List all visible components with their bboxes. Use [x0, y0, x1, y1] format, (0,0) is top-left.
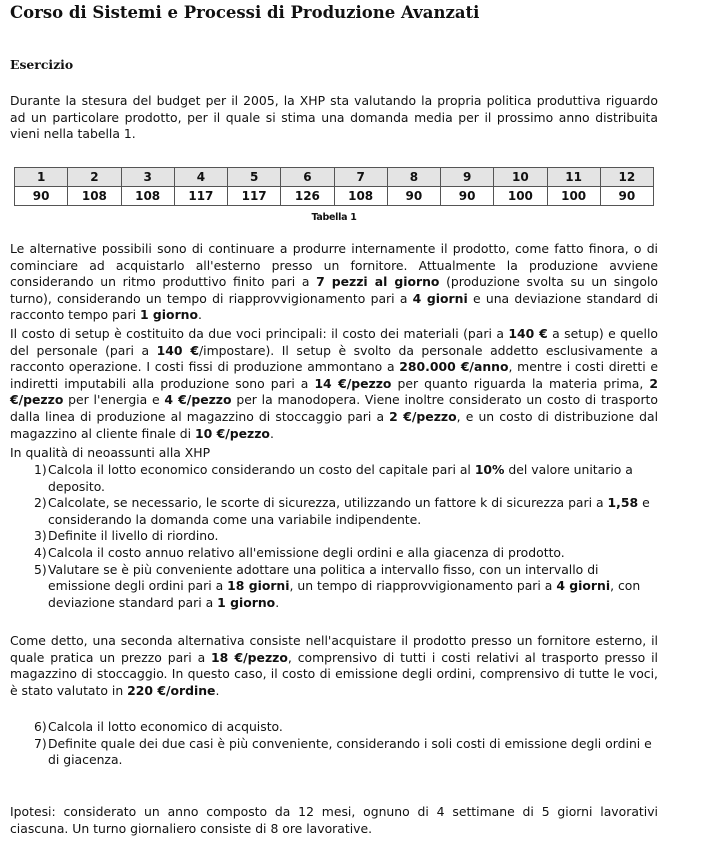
- demand-row: [15, 187, 654, 206]
- month-cell: 4: [174, 168, 227, 187]
- month-cell: 2: [68, 168, 121, 187]
- demand-cell: 117: [174, 187, 227, 206]
- demand-cell: 108: [68, 187, 121, 206]
- question-list-2: [34, 719, 658, 769]
- question-item: 3)Definite il livello di riordino.: [34, 528, 219, 544]
- alternatives-paragraph: Le alternative possibili sono di continuare a produrre internamente il prodotto, come fatto finora, o di cominciare ad acquistarlo all'esterno presso un fornitore. Attualmente la produzione avviene considerando un ritmo produttivo finito pari a 7 pezzi al giorno (produzione svolta su un singolo turno), considerando un tempo di riapprovvigionamento pari a 4 giorni e una deviazione standard di racconto tempo pari 1 giorno.: [10, 241, 659, 323]
- demand-cell: 90: [15, 187, 68, 206]
- question-item: 4)Calcola il costo annuo relativo all'emissione degli ordini e alla giacenza di prodotto.: [34, 544, 565, 560]
- question-list-1: [34, 462, 658, 611]
- month-row: [15, 168, 654, 187]
- section-heading: Esercizio: [10, 57, 74, 72]
- purchase-paragraph: Come detto, una seconda alternativa consiste nell'acquistare il prodotto presso un fornitore esterno, il quale pratica un prezzo pari a 18 €/pezzo, comprensivo di tutti i costi relativi al trasporto presso il magazzino di stoccaggio. In questo caso, il costo di emissione degli ordini, comprensivo di tutte le voci, è stato valutato in 220 €/ordine.: [10, 633, 658, 698]
- month-cell: 7: [334, 168, 387, 187]
- question-item: 1)Calcola il lotto economico considerando un costo del capitale pari al 10% del valore unitario a deposito.: [34, 462, 633, 494]
- month-cell: 12: [600, 168, 653, 187]
- month-cell: 9: [441, 168, 494, 187]
- demand-cell: 90: [600, 187, 653, 206]
- demand-cell: 100: [547, 187, 600, 206]
- month-cell: 6: [281, 168, 334, 187]
- question-item: 6)Calcola il lotto economico di acquisto.: [34, 719, 283, 734]
- month-cell: 5: [228, 168, 281, 187]
- demand-cell: 126: [281, 187, 334, 206]
- demand-cell: 90: [387, 187, 440, 206]
- question-item: 7)Definite quale dei due casi è più conveniente, considerando i soli costi di emissione degli ordini e di giacenza.: [34, 735, 652, 768]
- hypothesis-paragraph: Ipotesi: considerato un anno composto da 12 mesi, ognuno di 4 settimane di 5 giorni lavorativi ciascuna. Un turno giornaliero consiste di 8 ore lavorative.: [10, 804, 658, 836]
- month-cell: 1: [15, 168, 68, 187]
- demand-cell: 100: [494, 187, 547, 206]
- month-cell: 8: [387, 168, 440, 187]
- table-caption: Tabella 1: [311, 212, 357, 223]
- intro-paragraph: Durante la stesura del budget per il 2005, la XHP sta valutando la propria politica produttiva riguardo ad un particolare prodotto, per il quale si stima una domanda media per il prossimo anno distribuita vieni nella tabella 1.: [10, 93, 658, 142]
- month-cell: 3: [121, 168, 174, 187]
- demand-table: [14, 167, 654, 206]
- demand-cell: 108: [121, 187, 174, 206]
- demand-cell: 108: [334, 187, 387, 206]
- role-line: In qualità di neoassunti alla XHP: [10, 445, 211, 460]
- document-title: Corso di Sistemi e Processi di Produzione Avanzati: [10, 3, 480, 22]
- month-cell: 11: [547, 168, 600, 187]
- demand-cell: 117: [228, 187, 281, 206]
- costs-paragraph: Il costo di setup è costituito da due voci principali: il costo dei materiali (pari a 140 € a setup) e quello del personale (pari a 140 €/impostare). Il setup è svolto da personale addetto esclusivamente a racconto operazione. I costi fissi di produzione ammontano a 280.000 €/anno, mentre i costi diretti e indiretti imputabili alla produzione sono pari a 14 €/pezzo per quanto riguarda la materia prima, 2 €/pezzo per l'energia e 4 €/pezzo per la manodopera. Viene inoltre considerato un costo di trasporto dalla linea di produzione al magazzino di stoccaggio pari a 2 €/pezzo, e un costo di distribuzione dal magazzino al cliente finale di 10 €/pezzo.: [10, 326, 659, 441]
- month-cell: 10: [494, 168, 547, 187]
- question-item: 5)Valutare se è più conveniente adottare una politica a intervallo fisso, con un intervallo di emissione degli ordini pari a 18 giorni, un tempo di riapprovvigionamento pari a 4 giorni, con deviazione standard pari a 1 giorno.: [34, 561, 641, 610]
- demand-cell: 90: [441, 187, 494, 206]
- question-item: 2)Calcolate, se necessario, le scorte di sicurezza, utilizzando un fattore k di sicurezza pari a 1,58 e considerando la domanda come una variabile indipendente.: [34, 495, 650, 527]
